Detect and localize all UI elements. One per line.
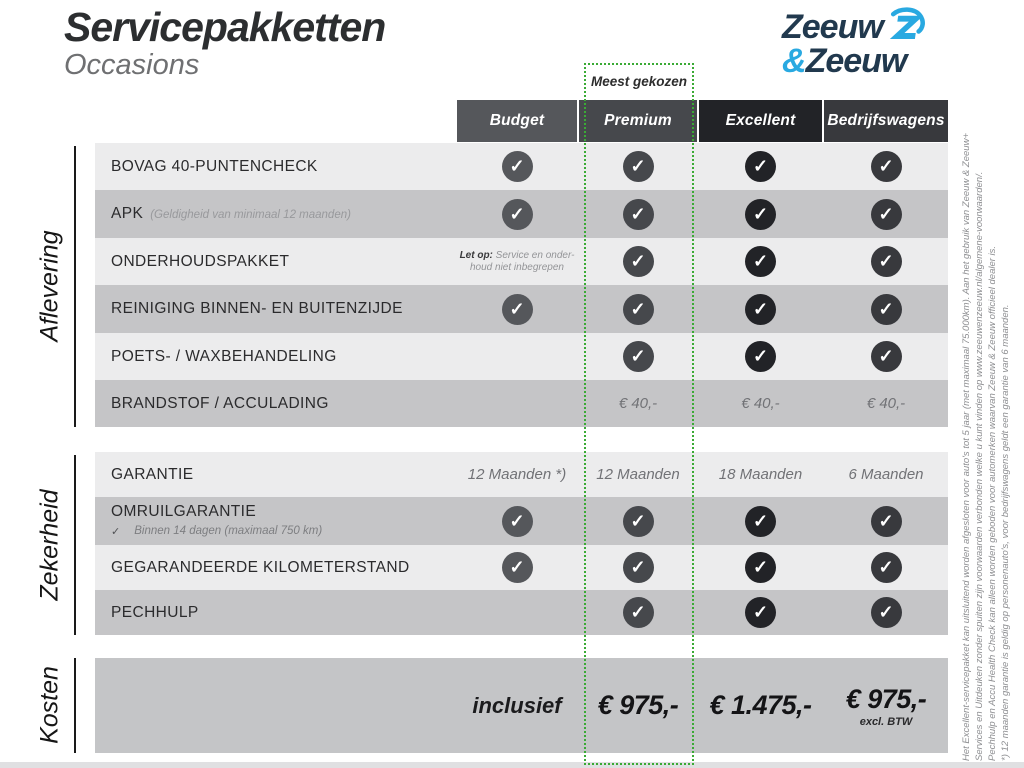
check-icon: ✓	[111, 526, 121, 538]
check-icon: ✓	[871, 341, 902, 372]
check-icon: ✓	[745, 199, 776, 230]
cell-value: 12 Maanden	[596, 466, 680, 483]
table-row-pechhulp	[95, 590, 948, 635]
table-row-poets-wax	[95, 333, 948, 380]
check-icon: ✓	[871, 199, 902, 230]
cell-value: 12 Maanden *)	[467, 466, 567, 483]
fineprint-disclaimer	[960, 89, 1012, 761]
bottom-edge-bar	[0, 762, 1024, 768]
kosten-row	[95, 658, 948, 753]
check-icon: ✓	[623, 506, 654, 537]
check-icon: ✓	[502, 294, 533, 325]
row-label: REINIGING BINNEN- EN BUITENZIJDE	[111, 300, 403, 317]
column-header-premium: Premium	[579, 100, 697, 142]
column-header-bedrijfswagens: Bedrijfswagens	[824, 100, 948, 142]
budget-note: Let op: Service en onder- houd niet inbegrepen	[459, 250, 575, 273]
fineprint-line: *) 12 maanden garantie is geldig op personenauto's, voor bedrijfswagens geldt een garantie van 6 maanden.	[1000, 304, 1011, 761]
fineprint-line: Services en Uitdeuken zonder spuiten zijn voorwaarden verbonden welke u kunt vinden op www.zeeuwenzeeuw.nl/algemene-voorwaarden/.	[974, 171, 985, 761]
cell-value: € 40,-	[618, 395, 658, 412]
row-label: GARANTIE	[111, 465, 194, 483]
row-label: GEGARANDEERDE KILOMETERSTAND	[111, 558, 410, 576]
check-icon: ✓	[623, 597, 654, 628]
check-icon: ✓	[745, 597, 776, 628]
table-row-kilometerstand	[95, 545, 948, 590]
fineprint-line: Pechhulp en Accu Health Check kan alleen worden geboden voor automerken waarvan Zeeuw & Zeeuw officieel dealer is.	[987, 245, 998, 761]
check-icon: ✓	[502, 506, 533, 537]
kosten-bedrijfswagens-price: € 975,-	[845, 683, 927, 714]
check-icon: ✓	[745, 246, 776, 277]
row-label: OMRUILGARANTIE	[111, 503, 257, 520]
table-row-brandstof	[95, 380, 948, 427]
check-icon: ✓	[871, 506, 902, 537]
check-icon: ✓	[871, 246, 902, 277]
row-label: PECHHULP	[111, 603, 199, 621]
section-divider-line	[74, 455, 76, 635]
check-icon: ✓	[871, 294, 902, 325]
section-divider-line	[74, 146, 76, 427]
table-row-apk	[95, 190, 948, 238]
section-label-kosten: Kosten	[35, 666, 64, 744]
meest-gekozen-badge: Meest gekozen	[590, 73, 688, 89]
table-row-reiniging	[95, 285, 948, 333]
check-icon: ✓	[871, 552, 902, 583]
title-block	[64, 6, 385, 82]
page-title: Servicepakketten	[64, 4, 386, 50]
kosten-excellent-price: € 1.475,-	[709, 690, 812, 720]
check-icon: ✓	[623, 341, 654, 372]
table-row-garantie	[95, 452, 948, 497]
check-icon: ✓	[502, 151, 533, 182]
logo-ampersand: &	[782, 42, 806, 80]
zeeuw-z-swoosh-icon	[885, 6, 925, 46]
check-icon: ✓	[871, 597, 902, 628]
row-label: ONDERHOUDSPAKKET	[111, 252, 290, 270]
row-label: BRANDSTOF / ACCULADING	[111, 394, 329, 412]
section-label-aflevering: Aflevering	[35, 230, 64, 342]
row-label: BOVAG 40-PUNTENCHECK	[111, 157, 318, 175]
check-icon: ✓	[745, 341, 776, 372]
check-icon: ✓	[502, 199, 533, 230]
table-row-bovag	[95, 143, 948, 190]
check-icon: ✓	[745, 506, 776, 537]
logo-word-1: Zeeuw	[782, 8, 883, 46]
cell-value: € 40,-	[741, 395, 780, 412]
check-icon: ✓	[745, 151, 776, 182]
column-header-excellent: Excellent	[699, 100, 822, 142]
check-icon: ✓	[745, 294, 776, 325]
logo-word-2: Zeeuw	[805, 42, 907, 80]
row-sublabel: (Geldigheid van minimaal 12 maanden)	[150, 209, 351, 221]
kosten-premium-price: € 975,-	[597, 690, 679, 720]
check-icon: ✓	[623, 552, 654, 583]
column-header-budget: Budget	[457, 100, 577, 142]
fineprint-line: Het Excellent-servicepakket kan uitsluitend worden afgesloten voor auto's tot 5 jaar (met maximaal 75.000km). Aan het gebruik van Zeeuw & Zeeuw+	[961, 133, 972, 761]
check-icon: ✓	[623, 294, 654, 325]
check-icon: ✓	[745, 552, 776, 583]
table-row-onderhoudspakket	[95, 238, 948, 285]
kosten-btw-note: excl. BTW	[859, 715, 913, 728]
check-icon: ✓	[623, 246, 654, 277]
page-subtitle: Occasions	[64, 49, 200, 82]
check-icon: ✓	[623, 151, 654, 182]
cell-value: € 40,-	[866, 395, 906, 412]
zeeuw-zeeuw-logo	[782, 8, 925, 80]
cell-value: 6 Maanden	[848, 466, 924, 483]
section-label-zekerheid: Zekerheid	[35, 489, 64, 601]
check-icon: ✓	[623, 199, 654, 230]
kosten-budget-value: inclusief	[472, 692, 562, 718]
row-sublabel: Binnen 14 dagen (maximaal 750 km)	[134, 525, 323, 537]
row-label: APK	[111, 205, 144, 222]
check-icon: ✓	[871, 151, 902, 182]
row-label: POETS- / WAXBEHANDELING	[111, 347, 337, 365]
table-row-omruilgarantie	[95, 497, 948, 545]
section-divider-line	[74, 658, 76, 753]
cell-value: 18 Maanden	[718, 466, 803, 483]
check-icon: ✓	[502, 552, 533, 583]
